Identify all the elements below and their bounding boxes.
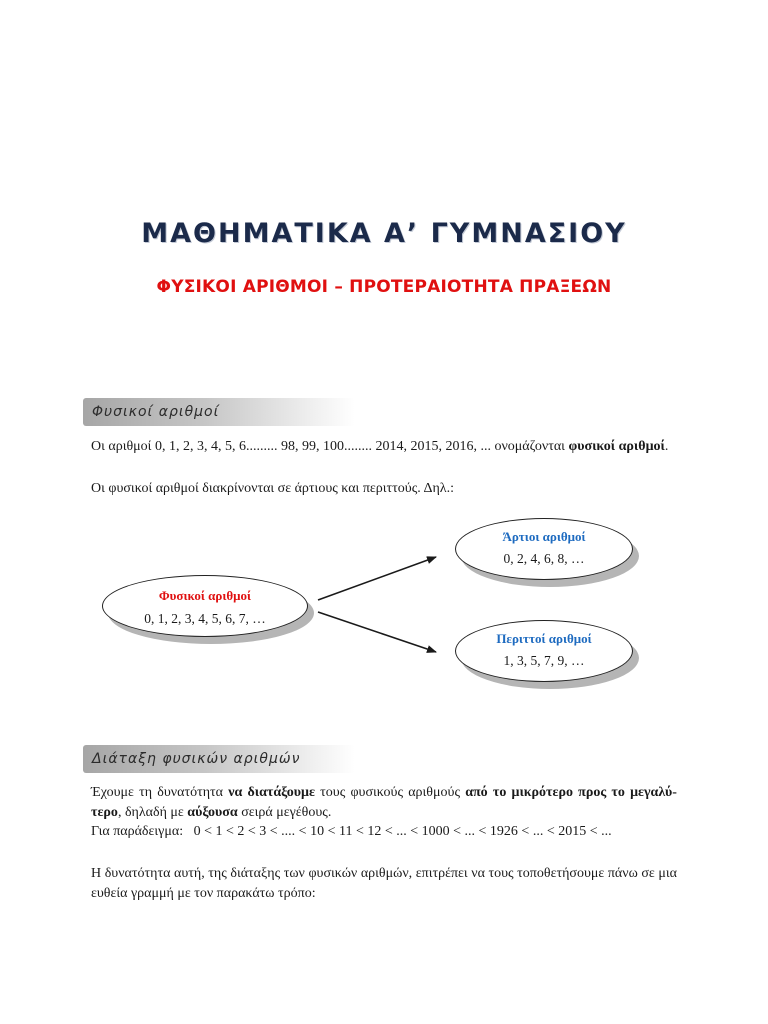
paragraph-natural-numbers-definition: Οι αριθμοί 0, 1, 2, 3, 4, 5, 6......... 98, 99, 100........ 2014, 2015, 2016, ... ονομάζονται φυσικοί αριθμοί. (91, 439, 669, 454)
paragraph-ordering-description (91, 783, 677, 842)
odd-numbers-ellipse (455, 620, 633, 682)
section-header-natural-numbers: Φυσικοί αριθμοί (83, 398, 355, 426)
even-numbers-values: 0, 2, 4, 6, 8, … (503, 551, 585, 566)
natural-numbers-values: 0, 1, 2, 3, 4, 5, 6, 7, … (144, 611, 266, 626)
paragraph-even-odd-intro: Οι φυσικοί αριθμοί διακρίνονται σε άρτιους και περιττούς. Δηλ.: (91, 481, 454, 496)
arrow-to-odd (318, 612, 436, 652)
even-numbers-ellipse (455, 518, 633, 580)
example-sequence: 0 < 1 < 2 < 3 < .... < 10 < 11 < 12 < ... < 1000 < ... < 1926 < ... < 2015 < ... (193, 824, 612, 839)
natural-numbers-ellipse (102, 575, 308, 637)
ordering-line-2: τερο, δηλαδή με αύξουσα σειρά μεγέθους. (91, 804, 332, 820)
paragraph-number-line-intro: Η δυνατότητα αυτή, της διάταξης των φυσικών αριθμών, επιτρέπει να τους τοποθετήσουμε πάνω σε μια ευθεία γραμμή με τον παρακάτω τρόπο: (91, 866, 677, 901)
section-header-ordering: Διάταξη φυσικών αριθμών (83, 745, 355, 773)
odd-numbers-label: Περιττοί αριθμοί (496, 631, 592, 646)
arrow-to-even (318, 557, 436, 600)
odd-numbers-values: 1, 3, 5, 7, 9, … (503, 653, 585, 668)
definition-text: Οι αριθμοί 0, 1, 2, 3, 4, 5, 6......... 98, 99, 100........ 2014, 2015, 2016, ... ονομάζονται (91, 439, 569, 454)
ordering-line-1: Έχουμε τη δυνατότητα να διατάξουμε τους φυσικούς αριθμούς από το μικρότερο προς το μεγαλύ- (91, 785, 677, 800)
natural-numbers-label: Φυσικοί αριθμοί (158, 588, 252, 603)
definition-term: φυσικοί αριθμοί (568, 439, 665, 454)
document-title: ΜΑΘΗΜΑΤΙΚΑ Α’ ΓΥΜΝΑΣΙΟΥ (141, 218, 627, 249)
document-subtitle: ΦΥΣΙΚΟΙ ΑΡΙΘΜΟΙ – ΠΡΟΤΕΡΑΙΟΤΗΤΑ ΠΡΑΞΕΩΝ (156, 277, 612, 297)
even-numbers-label: Άρτιοι αριθμοί (502, 529, 586, 544)
example-label: Για παράδειγμα: (91, 824, 184, 839)
ordering-example-line (91, 822, 677, 842)
